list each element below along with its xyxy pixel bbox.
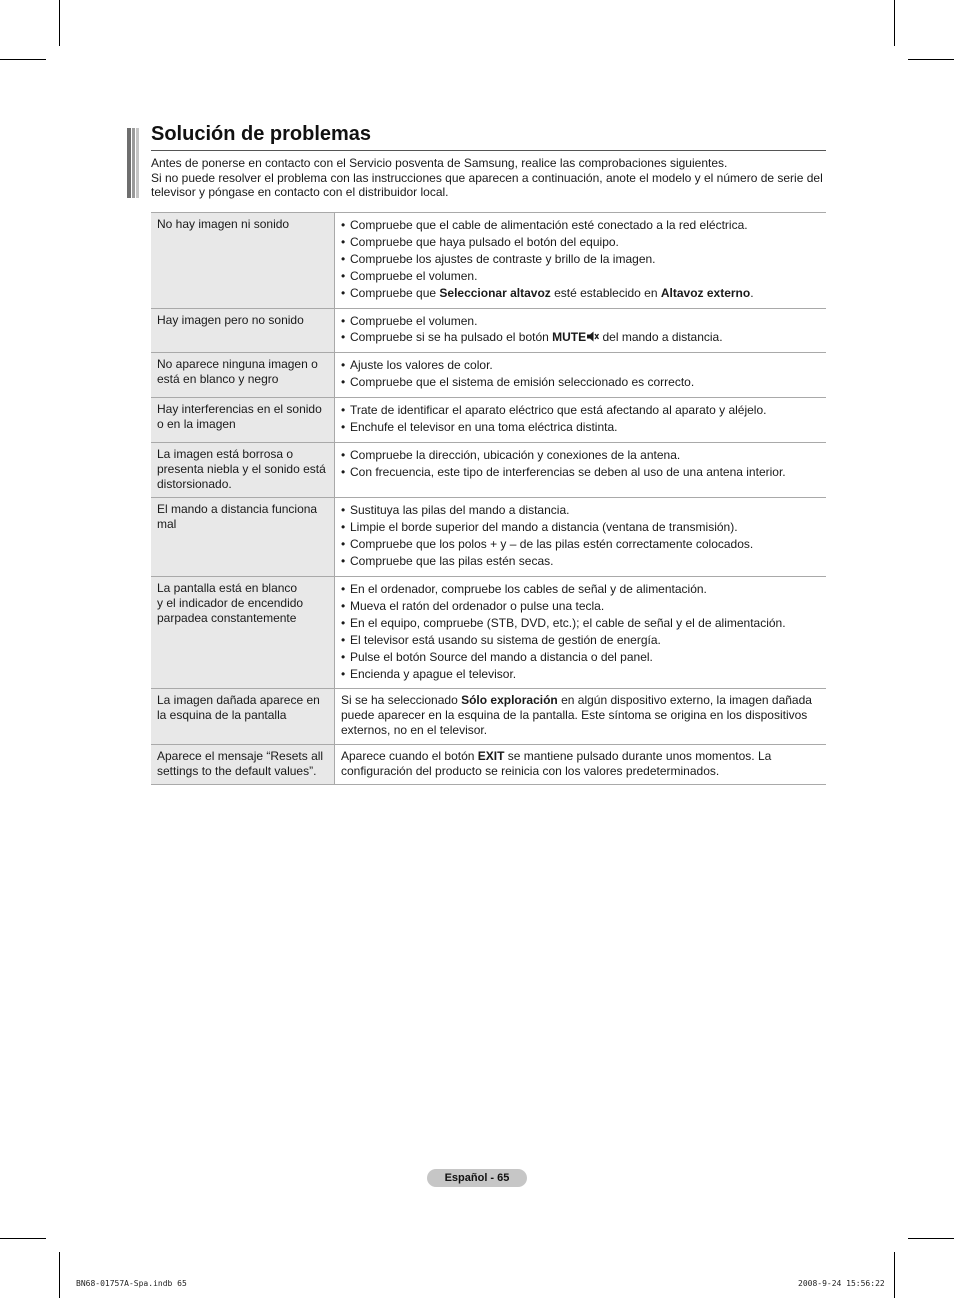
table-row (151, 576, 826, 688)
solution-item: • Compruebe si se ha pulsado el botón MUTE del mando a distancia. (341, 329, 820, 346)
table-row (151, 689, 826, 744)
solution-cell (335, 498, 827, 577)
solution-cell (335, 442, 827, 497)
solution-item: • Compruebe que las pilas estén secas. (341, 553, 820, 570)
solution-item: • Compruebe que Seleccionar altavoz esté establecido en Altavoz externo. (341, 285, 820, 302)
solution-item: • Sustituya las pilas del mando a distancia. (341, 502, 820, 519)
solution-item: • Pulse el botón Source del mando a distancia o del panel. (341, 649, 820, 666)
intro-line-2: Si no puede resolver el problema con las instrucciones que aparecen a continuación, anote el modelo y el número de serie del televisor y póngase en contacto con el distribuidor local. (151, 170, 823, 199)
page-number-badge: Español - 65 (427, 1169, 527, 1187)
problem-cell: Hay imagen pero no sonido (151, 308, 335, 353)
problem-cell: La imagen está borrosa o presenta niebla y el sonido está distorsionado. (151, 442, 335, 497)
solution-cell: Aparece cuando el botón EXIT se mantiene pulsado durante unos momentos. La configuración del producto se reinicia con los valores predeterminados. (335, 744, 827, 785)
crop-mark (894, 1252, 895, 1298)
solution-item: • Encienda y apague el televisor. (341, 666, 820, 683)
solution-item: • Compruebe la dirección, ubicación y conexiones de la antena. (341, 447, 820, 464)
solution-item: • En el ordenador, compruebe los cables de señal y de alimentación. (341, 581, 820, 598)
table-row (151, 442, 826, 497)
solution-item: • Mueva el ratón del ordenador o pulse una tecla. (341, 598, 820, 615)
solution-item: • Compruebe que haya pulsado el botón del equipo. (341, 234, 820, 251)
solution-cell (335, 398, 827, 443)
troubleshooting-table (151, 212, 826, 785)
solution-item: • Limpie el borde superior del mando a distancia (ventana de transmisión). (341, 519, 820, 536)
solution-item: • Ajuste los valores de color. (341, 357, 820, 374)
intro-text (151, 156, 826, 200)
problem-cell: No hay imagen ni sonido (151, 213, 335, 309)
crop-mark (59, 1252, 60, 1298)
solution-item: • Compruebe el volumen. (341, 268, 820, 285)
solution-item: • Compruebe que los polos + y – de las pilas estén correctamente colocados. (341, 536, 820, 553)
problem-line: y el indicador de encendido parpadea constantemente (157, 595, 304, 625)
problem-cell: No aparece ninguna imagen o está en blanco y negro (151, 353, 335, 398)
problem-cell: La imagen dañada aparece en la esquina de la pantalla (151, 689, 335, 744)
problem-cell: Hay interferencias en el sonido o en la imagen (151, 398, 335, 443)
table-row (151, 398, 826, 443)
problem-cell (151, 576, 335, 688)
problem-cell: Aparece el mensaje “Resets all settings to the default values”. (151, 744, 335, 785)
crop-mark (908, 59, 954, 60)
table-row (151, 498, 826, 577)
table-row (151, 213, 826, 309)
crop-mark (908, 1238, 954, 1239)
page-title: Solución de problemas (151, 123, 372, 145)
title-divider (151, 150, 826, 151)
problem-line: La pantalla está en blanco (157, 580, 298, 595)
intro-line-1: Antes de ponerse en contacto con el Servicio posventa de Samsung, realice las comprobaciones siguientes. (151, 156, 728, 170)
crop-mark (894, 0, 895, 46)
table-row (151, 353, 826, 398)
solution-cell: Si se ha seleccionado Sólo exploración en algún dispositivo externo, la imagen dañada puede aparecer en la esquina de la pantalla. Este síntoma se origina en los dispositivos externos, no en el televisor. (335, 689, 827, 744)
crop-mark (59, 0, 60, 46)
table-row (151, 308, 826, 353)
print-timestamp: 2008-9-24 15:56:22 (798, 1279, 885, 1288)
table-row (151, 744, 826, 785)
title-decoration-bars (127, 128, 141, 198)
solution-item: • Compruebe que el sistema de emisión seleccionado es correcto. (341, 374, 820, 391)
solution-cell (335, 213, 827, 309)
solution-item: • Compruebe el volumen. (341, 313, 820, 330)
solution-item: • En el equipo, compruebe (STB, DVD, etc.); el cable de señal y el de alimentación. (341, 615, 820, 632)
solution-item: • Compruebe que el cable de alimentación esté conectado a la red eléctrica. (341, 217, 820, 234)
solution-item: • Enchufe el televisor en una toma eléctrica distinta. (341, 419, 820, 436)
crop-mark (0, 1238, 46, 1239)
solution-item: • Con frecuencia, este tipo de interferencias se deben al uso de una antena interior. (341, 464, 820, 481)
print-file-info: BN68-01757A-Spa.indb 65 (76, 1279, 187, 1288)
solution-cell (335, 576, 827, 688)
mute-speaker-icon (587, 331, 599, 342)
solution-item: • Compruebe los ajustes de contraste y brillo de la imagen. (341, 251, 820, 268)
solution-cell (335, 308, 827, 353)
crop-mark (0, 59, 46, 60)
solution-cell (335, 353, 827, 398)
problem-cell: El mando a distancia funciona mal (151, 498, 335, 577)
solution-item: • Trate de identificar el aparato eléctrico que está afectando al aparato y aléjelo. (341, 402, 820, 419)
solution-item: • El televisor está usando su sistema de gestión de energía. (341, 632, 820, 649)
